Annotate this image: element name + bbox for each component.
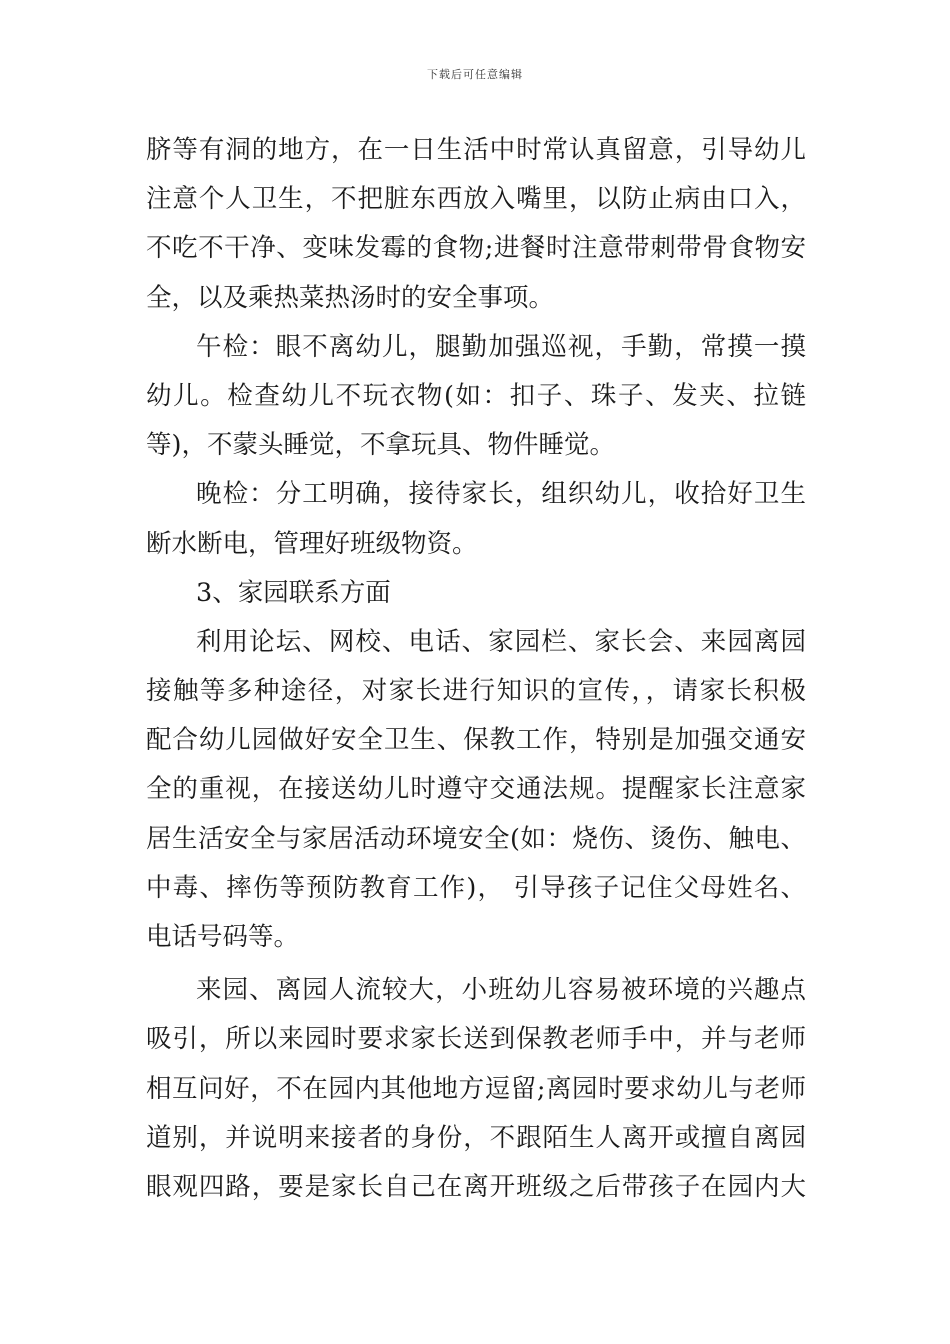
page-header: 下载后可任意编辑 (427, 68, 523, 81)
text-line: 注意个人卫生，不把脏东西放入嘴里，以防止病由口入， (146, 184, 806, 215)
text-line: 脐等有洞的地方，在一日生活中时常认真留意，引导幼儿 (146, 135, 806, 165)
text-line: 全的重视，在接送幼儿时遵守交通法规。提醒家长注意家 (146, 774, 806, 805)
text-line: 幼儿。检查幼儿不玩衣物(如：扣子、珠子、发夹、拉链 (146, 380, 806, 411)
text-line: 等)，不蒙头睡觉，不拿玩具、物件睡觉。 (146, 430, 615, 461)
text-line: 相互问好，不在园内其他地方逗留;离园时要求幼儿与老师 (146, 1073, 806, 1104)
text-line: 不吃不干净、变味发霉的食物;进餐时注意带刺带骨食物安 (146, 233, 806, 264)
document-body (146, 126, 806, 1212)
text-line: 全，以及乘热菜热汤时的安全事项。 (146, 282, 555, 313)
text-line: 断水断电，管理好班级物资。 (146, 528, 478, 559)
text-line: 接触等多种途径，对家长进行知识的宣传，，请家长积极 (146, 676, 806, 707)
text-line: 利用论坛、网校、电话、家园栏、家长会、来园离园 (196, 626, 806, 657)
text-line: 电话号码等。 (146, 922, 300, 952)
text-line: 来园、离园人流较大，小班幼儿容易被环境的兴趣点 (196, 975, 806, 1006)
text-line: 中毒、摔伤等预防教育工作)， 引导孩子记住父母姓名、 (146, 872, 806, 903)
text-line: 午检：眼不离幼儿，腿勤加强巡视，手勤，常摸一摸 (196, 331, 806, 362)
text-line: 配合幼儿园做好安全卫生、保教工作，特别是加强交通安 (146, 725, 806, 756)
text-line: 居生活安全与家居活动环境安全(如：烧伤、烫伤、触电、 (146, 823, 806, 854)
text-line: 吸引，所以来园时要求家长送到保教老师手中，并与老师 (146, 1024, 806, 1055)
text-line: 晚检：分工明确，接待家长，组织幼儿，收拾好卫生 (196, 479, 806, 510)
section-heading: 3、家园联系方面 (196, 577, 391, 608)
text-line: 眼观四路，要是家长自己在离开班级之后带孩子在园内大 (146, 1171, 806, 1202)
text-line: 道别，并说明来接者的身份，不跟陌生人离开或擅自离园 (146, 1122, 806, 1153)
